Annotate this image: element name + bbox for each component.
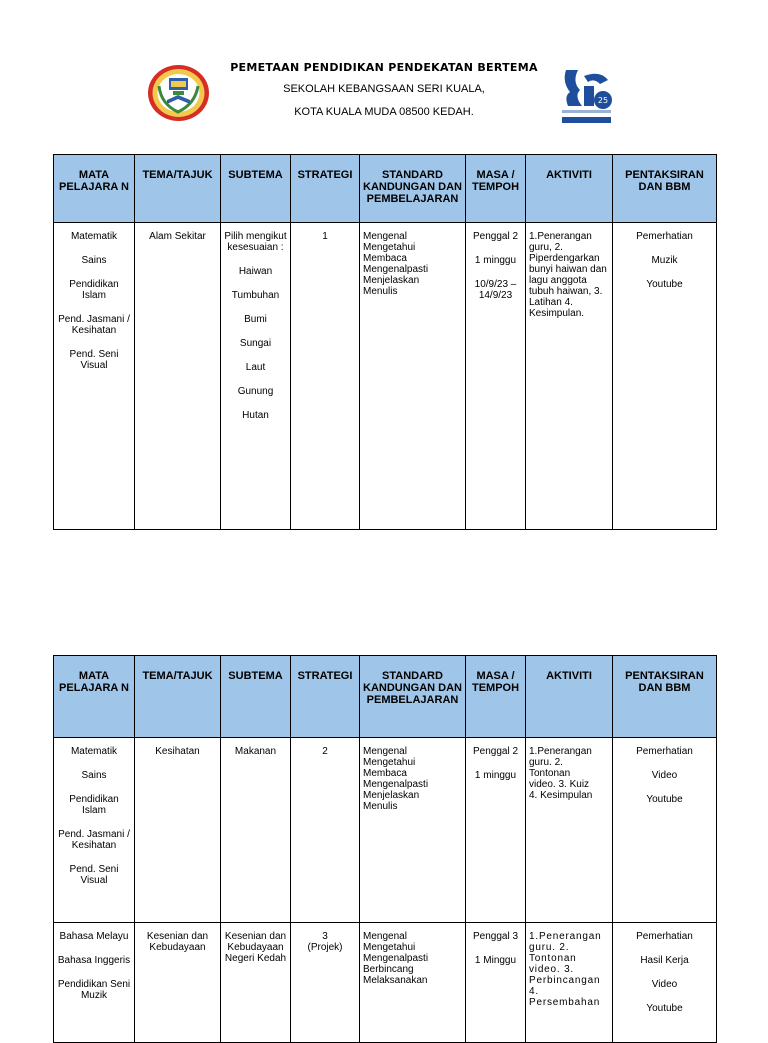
subject-item: Pend. Seni Visual — [69, 349, 119, 371]
assessment-item: Youtube — [646, 1003, 683, 1014]
column-header-theme: TEMA/TAJUK — [135, 155, 221, 223]
theme-cell: Kesenian dan Kebudayaan — [146, 931, 209, 953]
subtheme-item: Tumbuhan — [231, 290, 280, 301]
subject-item: Matematik — [70, 746, 118, 757]
column-header-subtheme: SUBTEMA — [221, 656, 291, 738]
subject-item: Pend. Jasmani / Kesihatan — [58, 829, 130, 851]
svg-text:25: 25 — [597, 96, 609, 105]
subtheme-item: Hutan — [242, 410, 269, 421]
assessment-cell — [613, 223, 716, 290]
column-header-standard: STANDARD KANDUNGAN DAN PEMBELAJARAN — [360, 155, 466, 223]
mapping-table-1 — [53, 154, 717, 530]
column-header-subject: MATA PELAJARA N — [54, 155, 135, 223]
duration-item: 10/9/23 – 14/9/23 — [474, 279, 517, 301]
theme-cell: Kesihatan — [155, 746, 200, 757]
subject-item: Pendidikan Islam — [69, 794, 119, 816]
school-address: KOTA KUALA MUDA 08500 KEDAH. — [294, 106, 474, 118]
subtheme-item: Gunung — [237, 386, 274, 397]
theme-cell: Alam Sekitar — [149, 231, 206, 242]
column-header-theme: TEMA/TAJUK — [135, 656, 221, 738]
strategy-cell: 2 — [322, 746, 328, 757]
duration-cell — [466, 923, 525, 966]
subject-item: Pendidikan Seni Muzik — [57, 979, 131, 1001]
assessment-item: Hasil Kerja — [640, 955, 689, 966]
subjects-cell — [54, 223, 134, 371]
subject-item: Bahasa Melayu — [59, 931, 129, 942]
table-row — [54, 923, 717, 1043]
duration-item: Penggal 2 — [472, 746, 519, 757]
column-header-duration: MASA / TEMPOH — [466, 656, 526, 738]
duration-item: 1 minggu — [474, 770, 517, 781]
subject-item: Matematik — [70, 231, 118, 242]
column-header-strategy: STRATEGI — [291, 155, 360, 223]
column-header-duration: MASA / TEMPOH — [466, 155, 526, 223]
assessment-item: Pemerhatian — [636, 931, 693, 942]
column-header-subject: MATA PELAJARA N — [54, 656, 135, 738]
column-header-standard: STANDARD KANDUNGAN DAN PEMBELAJARAN — [360, 656, 466, 738]
duration-item: Penggal 2 — [472, 231, 519, 242]
subtheme-item: Bumi — [244, 314, 267, 325]
assessment-item: Video — [651, 979, 678, 990]
column-header-strategy: STRATEGI — [291, 656, 360, 738]
standard-cell: Mengenal Mengetahui Membaca Mengenalpasti Menjelaskan Menulis — [363, 746, 429, 812]
strategy-cell: 3 (Projek) — [307, 931, 343, 953]
table-header-row — [54, 155, 717, 223]
strategy-cell: 1 — [322, 231, 328, 242]
subject-item: Sains — [81, 255, 107, 266]
document-header — [0, 0, 768, 140]
subject-item: Bahasa Inggeris — [57, 955, 131, 966]
activity-cell: 1.Penerangan guru, 2. Piperdengarkan bunyi haiwan dan lagu anggota tubuh haiwan, 3. Latihan 4. Kesimpulan. — [529, 231, 607, 319]
activity-cell: 1.Penerangan guru. 2. Tontonan video. 3. Perbincangan 4. Persembahan — [529, 931, 602, 1008]
table-header-row — [54, 656, 717, 738]
subtheme-cell: Makanan — [234, 746, 277, 757]
mapping-table-2 — [53, 655, 717, 1043]
standard-cell: Mengenal Mengetahui Mengenalpasti Berbincang Melaksanakan — [363, 931, 429, 986]
activity-cell: 1.Penerangan guru. 2. Tontonan video. 3. Kuiz 4. Kesimpulan — [529, 746, 593, 801]
document-title: PEMETAAN PENDIDIKAN PENDEKATAN BERTEMA — [230, 61, 538, 74]
column-header-activity: AKTIVITI — [526, 155, 613, 223]
subjects-cell — [54, 738, 134, 886]
standard-cell: Mengenal Mengetahui Membaca Mengenalpasti Menjelaskan Menulis — [363, 231, 429, 297]
subject-item: Pend. Jasmani / Kesihatan — [58, 314, 130, 336]
duration-item: 1 minggu — [474, 255, 517, 266]
duration-cell — [466, 738, 525, 781]
subtheme-cell — [221, 223, 290, 421]
duration-item: 1 Minggu — [474, 955, 517, 966]
duration-item: Penggal 3 — [472, 931, 519, 942]
school-name: SEKOLAH KEBANGSAAN SERI KUALA, — [283, 83, 485, 95]
subtheme-item: Pilih mengikut kesesuaian : — [224, 231, 287, 253]
subjects-cell — [54, 923, 134, 1001]
assessment-cell — [613, 738, 716, 805]
column-header-assessment: PENTAKSIRAN DAN BBM — [613, 155, 717, 223]
assessment-item: Youtube — [646, 279, 683, 290]
subtheme-item: Laut — [245, 362, 266, 373]
assessment-item: Pemerhatian — [636, 746, 693, 757]
assessment-item: Youtube — [646, 794, 683, 805]
table-row — [54, 738, 717, 923]
column-header-assessment: PENTAKSIRAN DAN BBM — [613, 656, 717, 738]
assessment-item: Pemerhatian — [636, 231, 693, 242]
column-header-activity: AKTIVITI — [526, 656, 613, 738]
subtheme-cell: Kesenian dan Kebudayaan Negeri Kedah — [224, 931, 287, 964]
subject-item: Pend. Seni Visual — [69, 864, 119, 886]
subject-item: Sains — [81, 770, 107, 781]
duration-cell — [466, 223, 525, 301]
assessment-item: Video — [651, 770, 678, 781]
assessment-cell — [613, 923, 716, 1014]
table-row — [54, 223, 717, 530]
subtheme-item: Sungai — [239, 338, 272, 349]
column-header-subtheme: SUBTEMA — [221, 155, 291, 223]
ministry-logo — [560, 66, 613, 126]
subtheme-item: Haiwan — [238, 266, 273, 277]
subject-item: Pendidikan Islam — [69, 279, 119, 301]
assessment-item: Muzik — [651, 255, 678, 266]
